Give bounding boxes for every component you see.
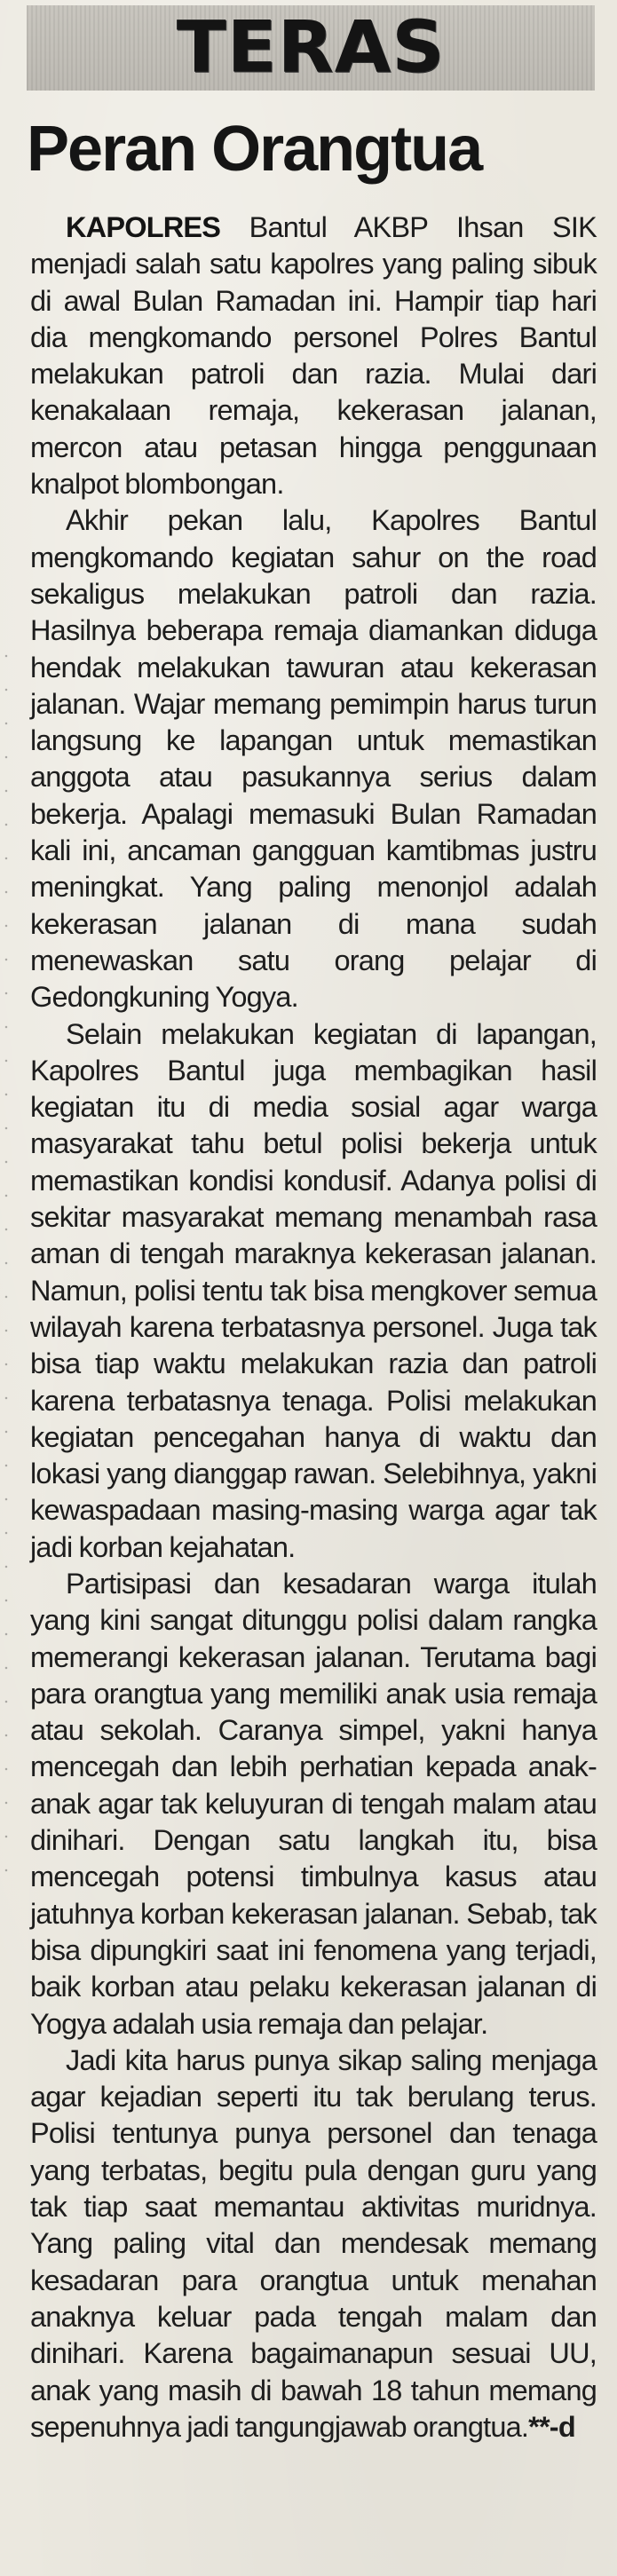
article-paragraph: [30, 2043, 597, 2446]
rubric-banner: [27, 5, 595, 91]
paragraph-text: Bantul AKBP Ihsan SIK menjadi salah satu kapolres yang paling sibuk di awal Bulan Ramadan ini. Hampir tiap hari dia mengkomando personel Polres Bantul melakukan patroli dan razia. Mulai dari kenakalaan remaja, kekerasan jalanan, mercon atau petasan hingga penggunaan knalpot blombongan.: [30, 211, 597, 501]
article-paragraph: Partisipasi dan kesadaran warga itulah yang kini sangat ditunggu polisi dalam rangka memerangi kekerasan jalanan. Terutama bagi para orangtua yang memiliki anak usia remaja atau sekolah. Caranya simpel, yakni hanya mencegah dan lebih perhatian kepada anak-anak agar tak keluyuran di tengah malam atau dinihari. Dengan satu langkah itu, bisa mencegah potensi timbulnya kasus atau jatuhnya korban kekerasan jalanan. Sebab, tak bisa dipungkiri saat ini fenomena yang terjadi, baik korban atau pelaku kekerasan jalanan di Yogya adalah usia remaja dan pelajar.: [30, 1567, 597, 2040]
scan-edge-speckle: [4, 639, 9, 1882]
article-paragraph: Akhir pekan lalu, Kapolres Bantul mengkomando kegiatan sahur on the road sekaligus melakukan patroli dan razia. Hasilnya beberapa remaja diamankan diduga hendak melakukan tawuran atau kekerasan jalanan. Wajar memang pemimpin harus turun langsung ke lapangan untuk memastikan anggota atau pasukannya serius dalam bekerja. Apalagi memasuki Bulan Ramadan kali ini, ancaman gangguan kamtibmas justru meningkat. Yang paling menonjol adalah kekerasan jalanan di mana sudah menewaskan satu orang pelajar di Gedongkuning Yogya.: [30, 504, 597, 1014]
lead-word: KAPOLRES: [66, 211, 221, 243]
article-body: [30, 209, 597, 2446]
paragraph-text: Jadi kita harus punya sikap saling menjaga agar kejadian seperti itu tak berulang terus. Polisi tentunya punya personel dan tenaga yang terbatas, begitu pula dengan guru yang tak tiap saat memantau aktivitas muridnya. Yang paling vital dan mendesak memang kesadaran para orangtua untuk menahan anaknya keluar pada tengah malam dan dinihari. Karena bagaimanapun sesuai UU, anak yang masih di bawah 18 tahun memang sepenuhnya jadi tangungjawab orangtua.: [30, 2043, 597, 2443]
headline: Peran Orangtua: [27, 114, 482, 185]
article-paragraph: [30, 209, 597, 502]
article-paragraph: Selain melakukan kegiatan di lapangan, Kapolres Bantul juga membagikan hasil kegiatan itu di media sosial agar warga masyarakat tahu betul polisi bekerja untuk memastikan kondisi kondusif. Adanya polisi di sekitar masyarakat memang menambah rasa aman di tengah maraknya kekerasan jalanan. Namun, polisi tentu tak bisa mengkover semua wilayah karena terbatasnya personel. Juga tak bisa tiap waktu melakukan razia dan patroli karena terbatasnya tenaga. Polisi melakukan kegiatan pencegahan hanya di waktu dan lokasi yang dianggap rawan. Selebihnya, yakni kewaspadaan masing-masing warga agar tak jadi korban kejahatan.: [30, 1017, 597, 1563]
author-signature: **-d: [528, 2410, 575, 2443]
rubric-title: TERAS: [176, 5, 446, 90]
